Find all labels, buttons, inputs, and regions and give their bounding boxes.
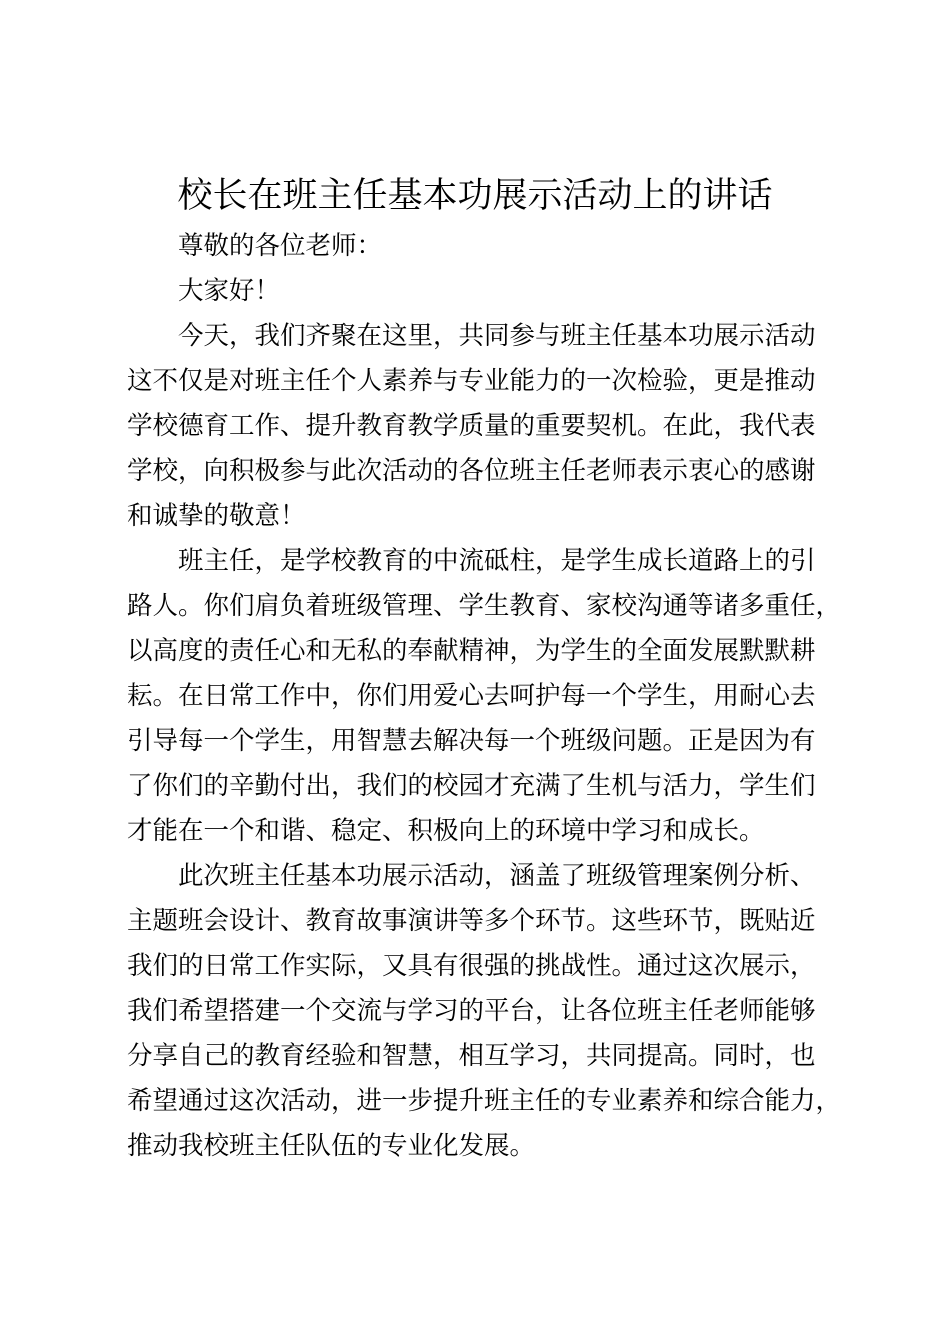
paragraph-line: 希望通过这次活动，进一步提升班主任的专业素养和综合能力， [127, 1086, 842, 1116]
greeting: 尊敬的各位老师： [178, 231, 383, 261]
paragraph-line: 我们希望搭建一个交流与学习的平台，让各位班主任老师能够 [127, 996, 816, 1026]
paragraph-line: 今天，我们齐聚在这里，共同参与班主任基本功展示活动 [178, 321, 816, 351]
paragraph-line: 学校德育工作、提升教育教学质量的重要契机。在此，我代表 [127, 411, 816, 441]
paragraph-line: 学校，向积极参与此次活动的各位班主任老师表示衷心的感谢 [127, 456, 816, 486]
paragraph-line: 分享自己的教育经验和智慧，相互学习，共同提高。同时，也 [127, 1041, 816, 1071]
paragraph-line: 这不仅是对班主任个人素养与专业能力的一次检验，更是推动 [127, 366, 816, 396]
paragraph-line: 路人。你们肩负着班级管理、学生教育、家校沟通等诸多重任， [127, 591, 842, 621]
paragraph-line: 我们的日常工作实际，又具有很强的挑战性。通过这次展示， [127, 951, 816, 981]
paragraph-line: 此次班主任基本功展示活动，涵盖了班级管理案例分析、 [178, 861, 816, 891]
paragraph-line: 引导每一个学生，用智慧去解决每一个班级问题。正是因为有 [127, 726, 816, 756]
paragraph-line: 了你们的辛勤付出，我们的校园才充满了生机与活力，学生们 [127, 771, 816, 801]
paragraph-line: 耘。在日常工作中，你们用爱心去呵护每一个学生，用耐心去 [127, 681, 816, 711]
paragraph-line: 主题班会设计、教育故事演讲等多个环节。这些环节，既贴近 [127, 906, 816, 936]
paragraph-line: 班主任，是学校教育的中流砥柱，是学生成长道路上的引 [178, 546, 816, 576]
paragraph-line: 才能在一个和谐、稳定、积极向上的环境中学习和成长。 [127, 816, 765, 846]
document-title: 校长在班主任基本功展示活动上的讲话 [177, 176, 773, 216]
paragraph-line: 和诚挚的敬意！ [127, 501, 306, 531]
paragraph-line: 以高度的责任心和无私的奉献精神，为学生的全面发展默默耕 [127, 636, 816, 666]
salutation: 大家好！ [178, 276, 281, 306]
paragraph-line: 推动我校班主任队伍的专业化发展。 [127, 1131, 536, 1161]
